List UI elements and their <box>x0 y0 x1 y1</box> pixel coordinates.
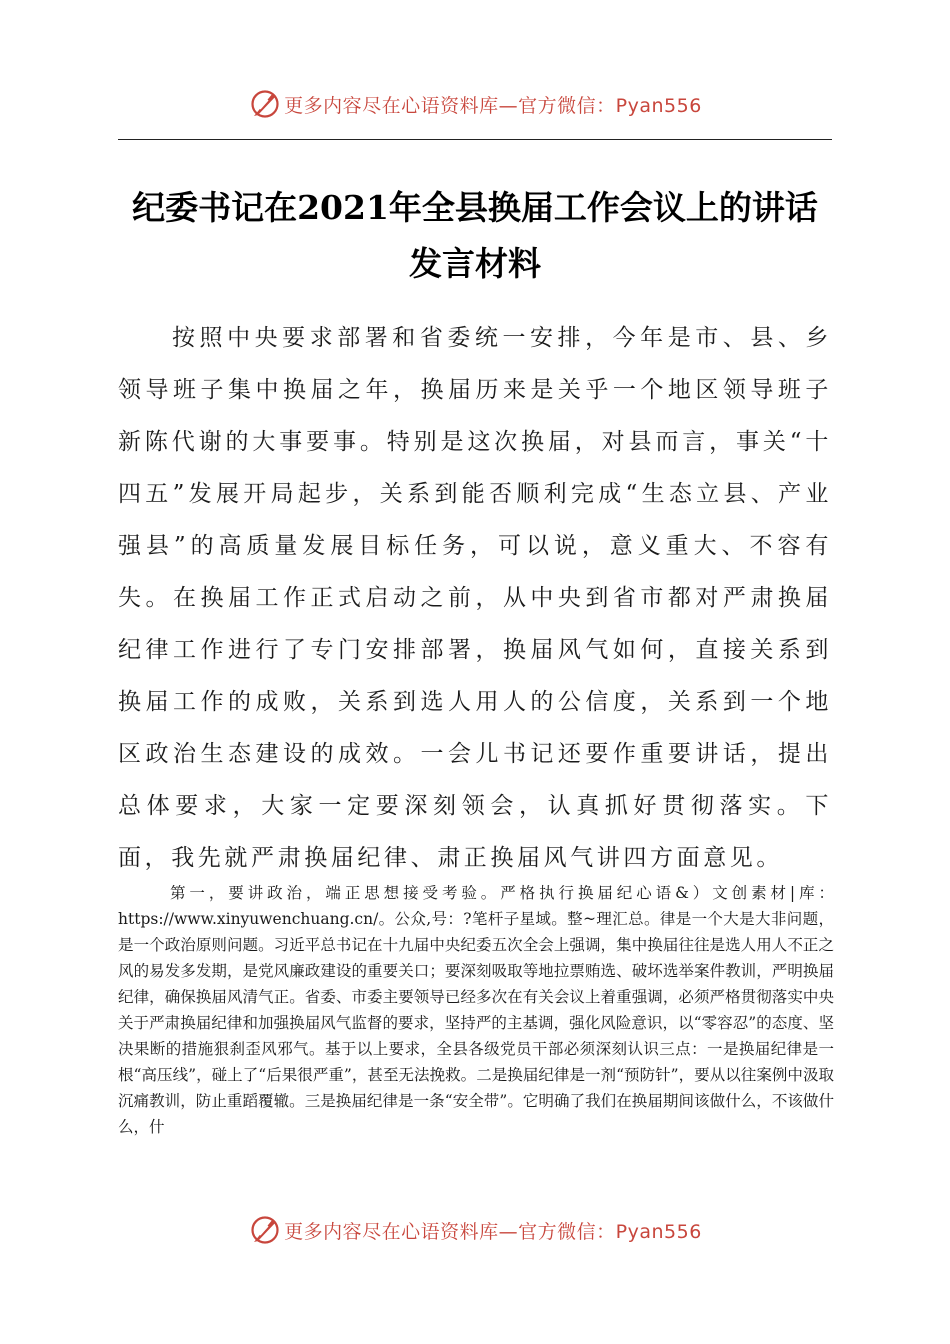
body-paragraph-intro: 按照中央要求部署和省委统一安排，今年是市、县、乡领导班子集中换届之年，换届历来是关乎一个地区领导班子新陈代谢的大事要事。特别是这次换届，对县而言，事关“十四五”发展开局起步，关系到能否顺利完成“生态立县、产业强县”的高质量发展目标任务，可以说，意义重大、不容有失。在换届工作正式启动之前，从中央到省市都对严肃换届纪律工作进行了专门安排部署，换届风气如何，直接关系到换届工作的成败，关系到选人用人的公信度，关系到一个地区政治生态建设的成效。一会儿书记还要作重要讲话，提出总体要求，大家一定要深刻领会，认真抓好贯彻落实。下面，我先就严肃换届纪律、肃正换届风气讲四方面意见。 <box>118 325 832 871</box>
quill-pen-circle-icon <box>248 87 282 121</box>
body-paragraph-first-point: 第一，要讲政治，端正思想接受考验。严格执行换届纪心语&）文创素材|库：https://www.xinyuwenchuang.cn/。公众,号：?笔杆子星域。整~理汇总。律是一个大是大非问题，是一个政治原则问题。习近平总书记在十九届中央纪委五次全会上强调，集中换届往往是选人用人不正之风的易发多发期，是党风廉政建设的重要关口；要深刻吸取等地拉票贿选、破坏选举案件教训，严明换届纪律，确保换届风清气正。省委、市委主要领导已经多次在有关会议上着重强调，必须严格贯彻落实中央关于严肃换届纪律和加强换届风气监督的要求，坚持严的主基调，强化风险意识，以“零容忍”的态度、坚决果断的措施狠刹歪风邪气。基于以上要求，全县各级党员干部必须深刻认识三点：一是换届纪律是一根“高压线”，碰上了“后果很严重”，甚至无法挽救。二是换届纪律是一剂“预防针”，要从以往案例中汲取沉痛教训，防止重蹈覆辙。三是换届纪律是一条“安全带”。它明确了我们在换届期间该做什么，不该做什么，什 <box>118 884 834 1136</box>
footer-banner-text: 更多内容尽在心语资料库—官方微信：Pyan556 <box>284 1220 702 1243</box>
header-banner <box>0 84 950 124</box>
header-banner-text: 更多内容尽在心语资料库—官方微信：Pyan556 <box>284 94 702 117</box>
document-title: 纪委书记在2021年全县换届工作会议上的讲话发言材料 <box>132 188 818 283</box>
header-divider <box>118 139 832 140</box>
footer-banner <box>0 1210 950 1250</box>
quill-pen-circle-icon <box>248 1213 282 1247</box>
